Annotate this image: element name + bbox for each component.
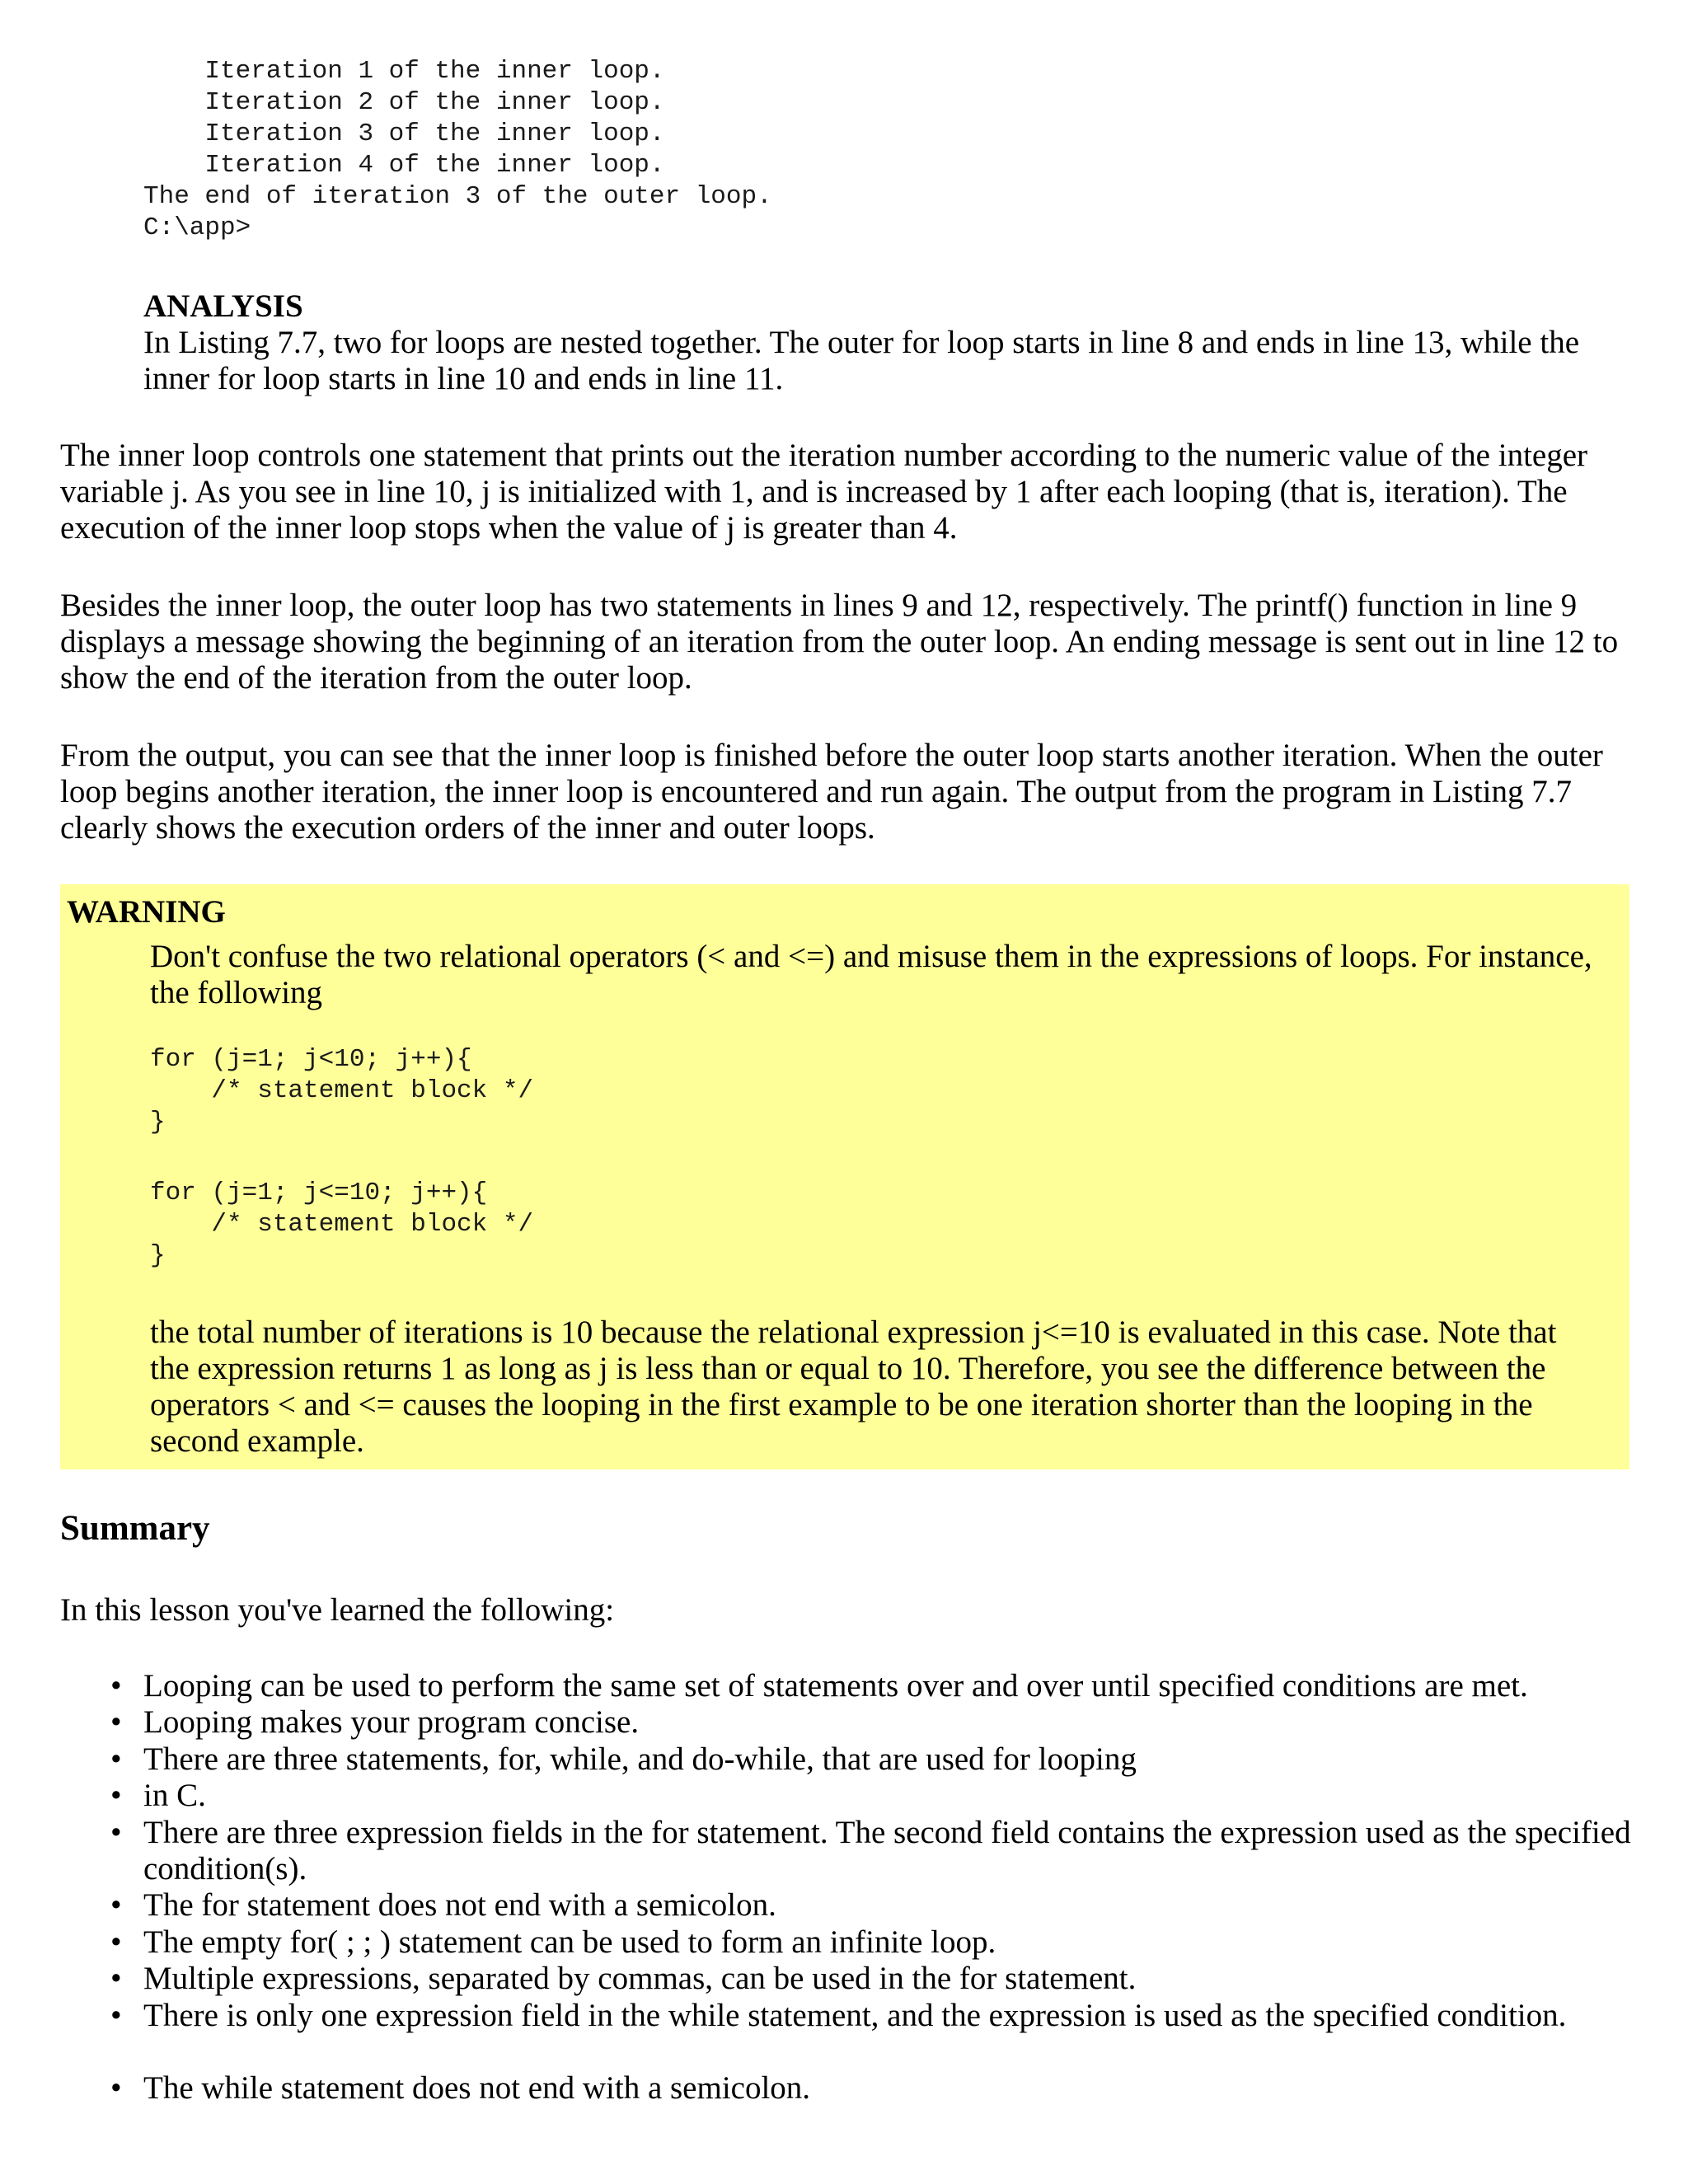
warning-box <box>60 884 1629 1469</box>
summary-list <box>143 1668 1652 2107</box>
code-line: for (j=1; j<10; j++){ <box>150 1045 472 1074</box>
list-item: • There are three expression fields in the for statement. The second field contains the expression used as the specified condition(s). <box>143 1815 1652 1888</box>
analysis-section <box>143 288 1627 397</box>
warning-heading: WARNING <box>67 894 226 930</box>
body-paragraph: The inner loop controls one statement that prints out the iteration number according to the numeric value of the integer variable j. As you see in line 10, j is initialized with 1, and is increased by 1 after each looping (that is, iteration). The execution of the inner loop stops when the value of j is greater than 4. <box>60 438 1588 546</box>
list-item: • There are three statements, for, while, and do-while, that are used for looping <box>143 1741 1652 1778</box>
code-line: } <box>150 1108 166 1137</box>
output-line: The end of iteration 3 of the outer loop. <box>143 182 772 211</box>
body-paragraph: From the output, you can see that the inner loop is finished before the outer loop starts another iteration. When the outer loop begins another iteration, the inner loop is encountered and run again. The output from the program in Listing 7.7 clearly shows the execution orders of the inner and outer loops. <box>60 738 1603 846</box>
program-output <box>143 56 772 244</box>
output-line: Iteration 3 of the inner loop. <box>143 120 665 148</box>
body-paragraph: Besides the inner loop, the outer loop has two statements in lines 9 and 12, respectively. The printf() function in line 9 displays a message showing the beginning of an iteration from the outer loop. An ending message is sent out in line 12 to show the end of the iteration from the outer loop. <box>60 588 1619 696</box>
list-item: • The for statement does not end with a semicolon. <box>143 1887 1652 1924</box>
output-line: C:\app> <box>143 213 251 242</box>
output-line: Iteration 2 of the inner loop. <box>143 88 665 117</box>
list-item: • in C. <box>143 1778 1652 1814</box>
analysis-heading: ANALYSIS <box>143 288 303 324</box>
list-item: • Looping makes your program concise. <box>143 1704 1652 1741</box>
code-line: /* statement block */ <box>150 1210 534 1239</box>
summary-heading: Summary <box>60 1509 210 1548</box>
list-item: • Looping can be used to perform the same set of statements over and over until specified conditions are met. <box>143 1668 1652 1704</box>
code-example-1 <box>150 1044 533 1138</box>
code-line: /* statement block */ <box>150 1076 534 1105</box>
output-line: Iteration 4 of the inner loop. <box>143 151 665 180</box>
list-item: • Multiple expressions, separated by commas, can be used in the for statement. <box>143 1961 1652 1997</box>
analysis-text: In Listing 7.7, two for loops are nested together. The outer for loop starts in line 8 and ends in line 13, while the inner for loop starts in line 10 and ends in line 11. <box>143 325 1580 396</box>
summary-intro: In this lesson you've learned the following: <box>60 1592 615 1628</box>
code-example-2 <box>150 1178 533 1272</box>
output-line: Iteration 1 of the inner loop. <box>143 57 665 86</box>
list-item: • There is only one expression field in the while statement, and the expression is used as the specified condition. <box>143 1998 1652 2034</box>
warning-intro: Don't confuse the two relational operators (< and <=) and misuse them in the expressions of loops. For instance, the following <box>150 939 1592 1010</box>
list-item: • The empty for( ; ; ) statement can be used to form an infinite loop. <box>143 1924 1652 1961</box>
list-item: • The while statement does not end with a semicolon. <box>143 2070 1652 2107</box>
code-line: } <box>150 1241 166 1270</box>
code-line: for (j=1; j<=10; j++){ <box>150 1179 488 1207</box>
warning-conclusion: the total number of iterations is 10 because the relational expression j<=10 is evaluated in this case. Note that the expression returns 1 as long as j is less than or equal to 10. Therefore, you see the difference between the operators < and <= causes the looping in the first example to be one iteration shorter than the looping in the second example. <box>150 1315 1557 1459</box>
